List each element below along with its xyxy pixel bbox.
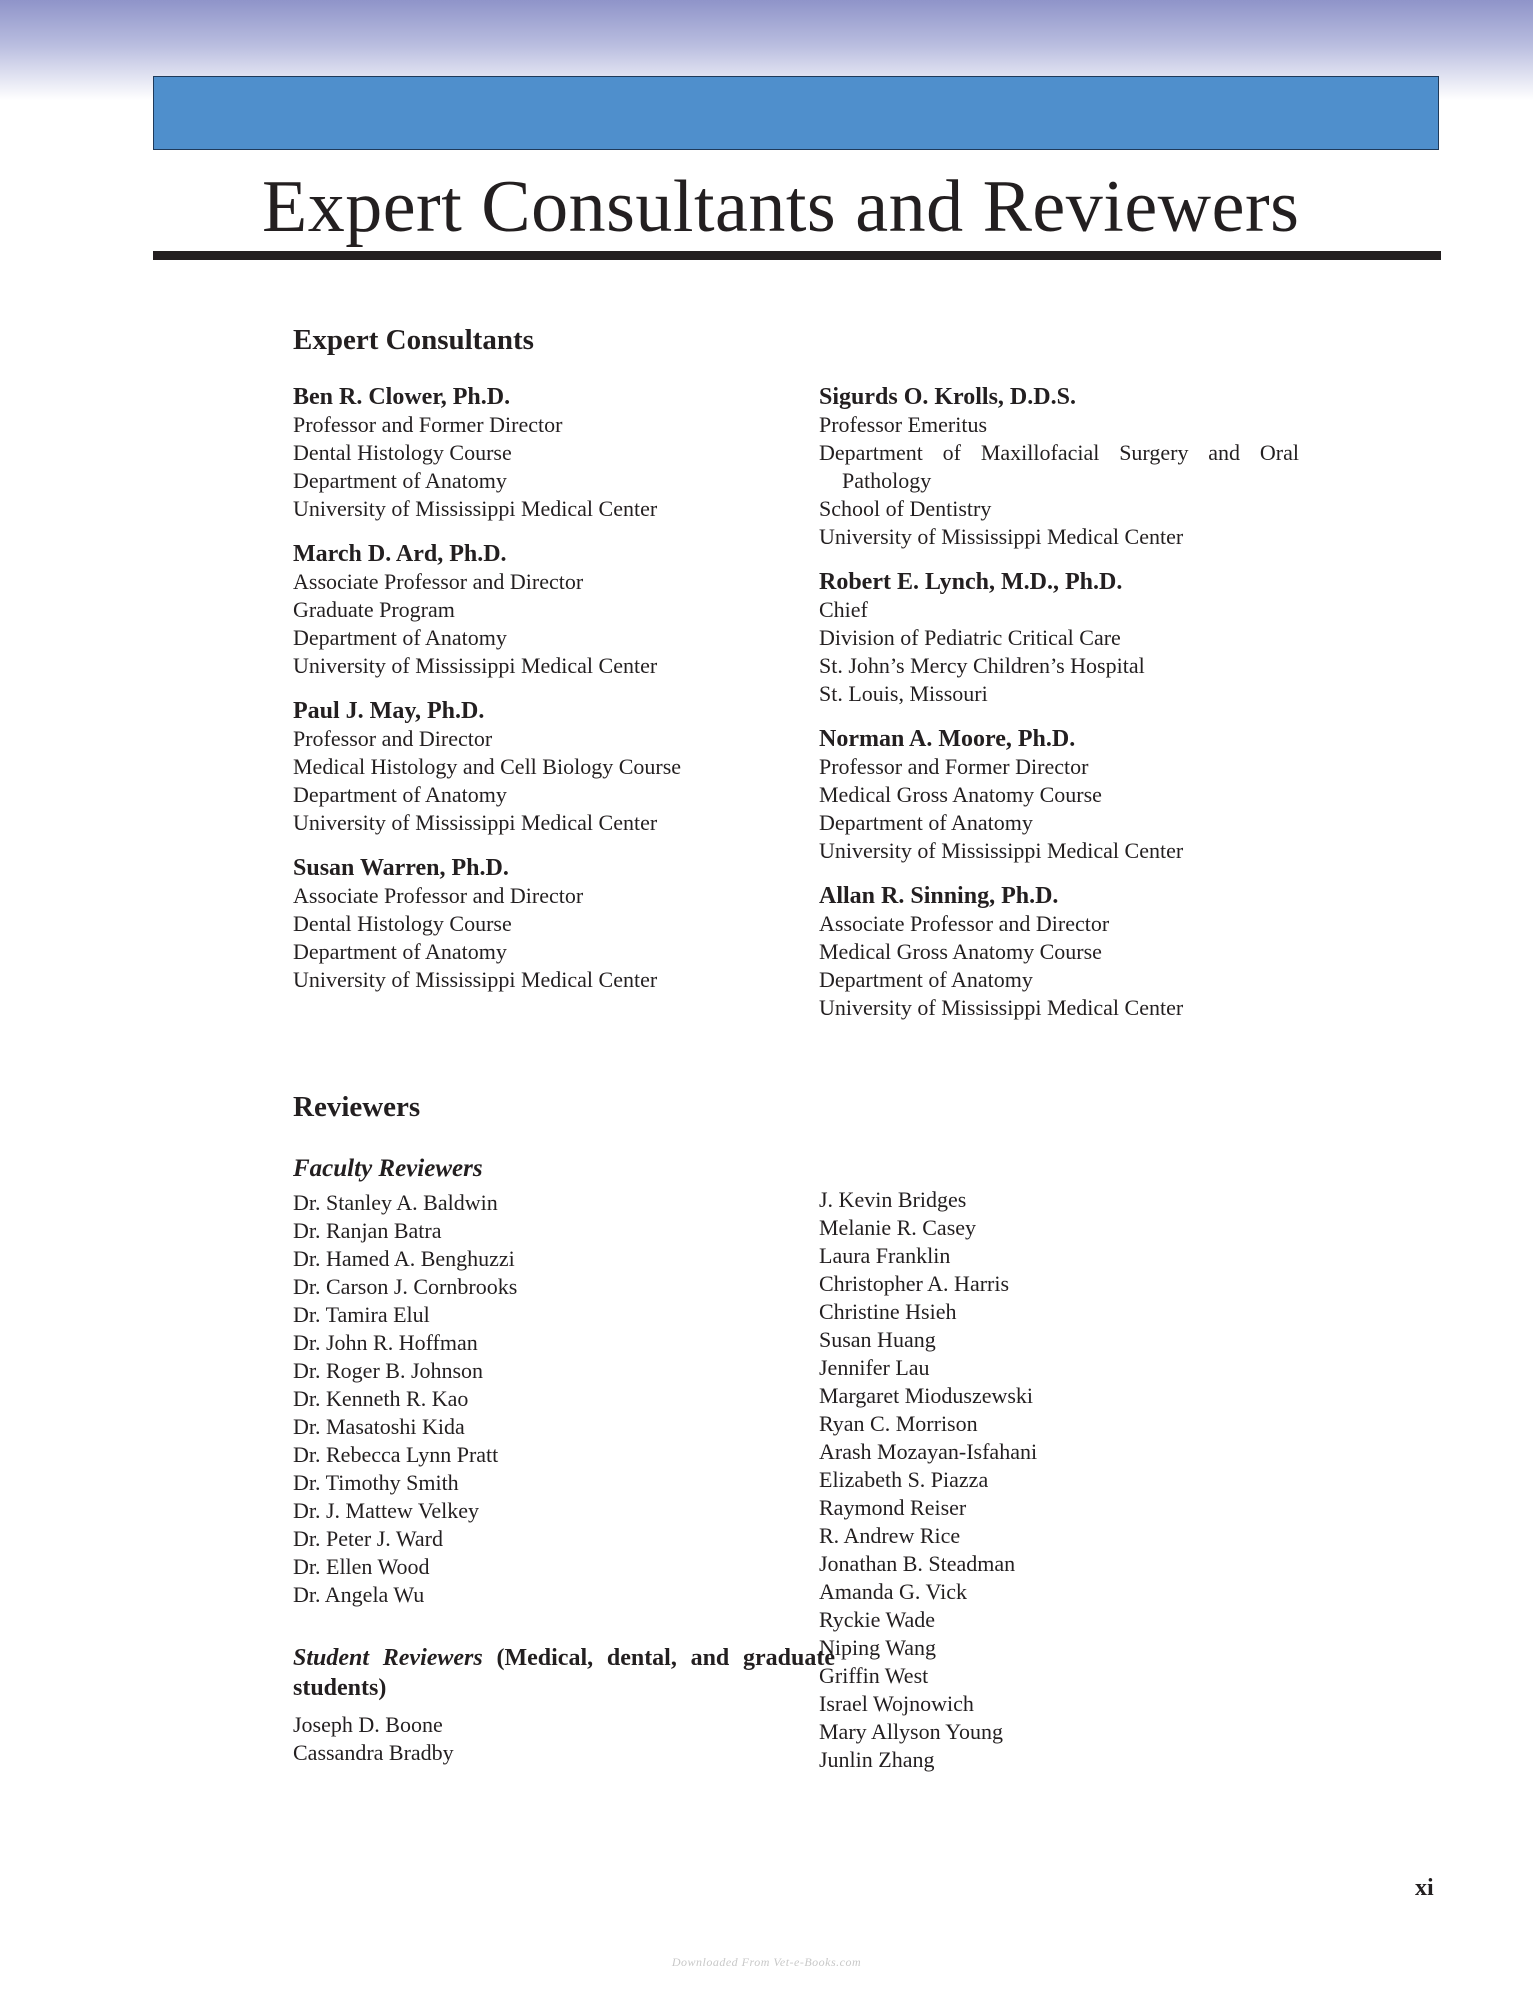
consultants-left-column (293, 383, 793, 1011)
reviewer-name: Cassandra Bradby (293, 1740, 454, 1765)
student-reviewers-list-right (819, 1186, 1319, 1774)
reviewer-name: J. Kevin Bridges (819, 1187, 967, 1212)
reviewer-name: Dr. Rebecca Lynn Pratt (293, 1442, 499, 1467)
consultant-affiliation-line: Associate Professor and Director (293, 569, 584, 594)
reviewer-name: Joseph D. Boone (293, 1712, 443, 1737)
student-reviewers-column (293, 1643, 853, 1767)
reviewer-name: Dr. John R. Hoffman (293, 1330, 478, 1355)
reviewer-name: Dr. Masatoshi Kida (293, 1414, 465, 1439)
faculty-reviewers-heading: Faculty Reviewers (293, 1155, 483, 1182)
reviewer-name: Dr. Ranjan Batra (293, 1218, 442, 1243)
consultant-name: Sigurds O. Krolls, D.D.S. (819, 384, 1076, 410)
consultant-affiliation-line: Professor Emeritus (819, 412, 988, 437)
page-title: Expert Consultants and Reviewers (262, 166, 1300, 248)
consultant-affiliation-line: University of Mississippi Medical Center (819, 524, 1184, 549)
consultant-affiliation-line: University of Mississippi Medical Center (293, 496, 658, 521)
consultant-affiliation-line: Department of Maxillofacial Surgery and Oral (819, 440, 1299, 465)
consultant-affiliation-line: Medical Histology and Cell Biology Course (293, 754, 682, 779)
watermark: Downloaded From Vet-e-Books.com (671, 1955, 862, 1969)
reviewer-name: Dr. Peter J. Ward (293, 1526, 443, 1551)
student-reviewers-heading-rest: (Medical, dental, and graduate students) (293, 1645, 836, 1701)
reviewer-name: Arash Mozayan-Isfahani (819, 1439, 1038, 1464)
consultant-entry (819, 882, 1339, 1022)
reviewer-name: Dr. Hamed A. Benghuzzi (293, 1246, 515, 1271)
consultant-affiliation-line: Department of Anatomy (293, 468, 507, 493)
consultant-affiliation-line: Associate Professor and Director (293, 883, 584, 908)
reviewer-name: Junlin Zhang (819, 1747, 935, 1772)
consultants-right-column (819, 383, 1339, 1039)
consultant-entry (293, 540, 793, 680)
consultant-affiliation-line: University of Mississippi Medical Center (819, 838, 1184, 863)
consultant-affiliation-line: Graduate Program (293, 597, 455, 622)
reviewer-name: R. Andrew Rice (819, 1523, 961, 1548)
consultant-affiliation-line: University of Mississippi Medical Center (819, 995, 1184, 1020)
consultant-name: Susan Warren, Ph.D. (293, 855, 509, 881)
expert-consultants-heading: Expert Consultants (293, 324, 534, 356)
student-reviewers-heading (293, 1643, 835, 1703)
reviewer-name: Melanie R. Casey (819, 1215, 977, 1240)
reviewer-name: Ryckie Wade (819, 1607, 936, 1632)
reviewer-name: Raymond Reiser (819, 1495, 967, 1520)
consultant-name: March D. Ard, Ph.D. (293, 541, 507, 567)
reviewer-name: Mary Allyson Young (819, 1719, 1003, 1744)
reviewers-heading: Reviewers (293, 1091, 421, 1123)
consultant-name: Paul J. May, Ph.D. (293, 698, 485, 724)
consultant-affiliation-line: Department of Anatomy (293, 782, 507, 807)
consultant-affiliation-line: St. Louis, Missouri (819, 681, 988, 706)
reviewer-name: Israel Wojnowich (819, 1691, 974, 1716)
student-reviewers-heading-italic: Student Reviewers (293, 1645, 483, 1671)
reviewer-name: Jonathan B. Steadman (819, 1551, 1016, 1576)
consultant-entry (819, 383, 1339, 551)
faculty-reviewers-column (293, 1154, 793, 1609)
consultant-entry (293, 854, 793, 994)
reviewer-name: Margaret Mioduszewski (819, 1383, 1034, 1408)
reviewer-name: Dr. Tamira Elul (293, 1302, 430, 1327)
consultant-affiliation-line: Associate Professor and Director (819, 911, 1110, 936)
consultant-entry (819, 568, 1339, 708)
page-number: xi (1415, 1875, 1434, 1901)
consultant-affiliation-line: Division of Pediatric Critical Care (819, 625, 1121, 650)
consultant-affiliation-line: Dental Histology Course (293, 440, 512, 465)
reviewer-name: Amanda G. Vick (819, 1579, 967, 1604)
consultant-name: Allan R. Sinning, Ph.D. (819, 883, 1059, 909)
consultant-name: Ben R. Clower, Ph.D. (293, 384, 511, 410)
consultant-affiliation-line: University of Mississippi Medical Center (293, 653, 658, 678)
consultant-entry (293, 697, 793, 837)
consultant-affiliation-line: Chief (819, 597, 868, 622)
consultant-affiliation-line: Department of Anatomy (293, 939, 507, 964)
consultant-affiliation-line: Professor and Former Director (819, 754, 1089, 779)
consultant-affiliation-line: Department of Anatomy (819, 967, 1033, 992)
reviewer-name: Dr. Ellen Wood (293, 1554, 430, 1579)
faculty-reviewers-list (293, 1189, 793, 1609)
consultant-affiliation-line: Professor and Former Director (293, 412, 563, 437)
reviewer-name: Griffin West (819, 1663, 929, 1688)
reviewer-name: Jennifer Lau (819, 1355, 930, 1380)
title-rule (153, 251, 1441, 260)
reviewer-name: Elizabeth S. Piazza (819, 1467, 989, 1492)
consultant-affiliation-line: School of Dentistry (819, 496, 992, 521)
reviewer-name: Dr. J. Mattew Velkey (293, 1498, 479, 1523)
consultant-affiliation-line: University of Mississippi Medical Center (293, 967, 658, 992)
consultant-affiliation-line: University of Mississippi Medical Center (293, 810, 658, 835)
consultant-affiliation-line: Pathology (842, 468, 932, 493)
reviewer-name: Dr. Stanley A. Baldwin (293, 1190, 498, 1215)
consultant-affiliation-line: Dental Histology Course (293, 911, 512, 936)
reviewer-name: Dr. Timothy Smith (293, 1470, 459, 1495)
consultant-entry (819, 725, 1339, 865)
header-band (153, 76, 1439, 150)
consultant-name: Robert E. Lynch, M.D., Ph.D. (819, 569, 1123, 595)
consultant-entry (293, 383, 793, 523)
reviewer-name: Christopher A. Harris (819, 1271, 1010, 1296)
reviewer-name: Ryan C. Morrison (819, 1411, 978, 1436)
reviewer-name: Dr. Angela Wu (293, 1582, 425, 1607)
reviewer-name: Christine Hsieh (819, 1299, 957, 1324)
consultant-affiliation-line: Medical Gross Anatomy Course (819, 939, 1102, 964)
reviewer-name: Dr. Kenneth R. Kao (293, 1386, 469, 1411)
reviewer-name: Dr. Roger B. Johnson (293, 1358, 484, 1383)
consultant-affiliation-line: St. John’s Mercy Children’s Hospital (819, 653, 1145, 678)
reviewer-name: Susan Huang (819, 1327, 936, 1352)
consultant-affiliation-line: Department of Anatomy (819, 810, 1033, 835)
consultant-affiliation-line: Professor and Director (293, 726, 493, 751)
consultant-name: Norman A. Moore, Ph.D. (819, 726, 1076, 752)
reviewer-name: Niping Wang (819, 1635, 936, 1660)
consultant-affiliation-line: Department of Anatomy (293, 625, 507, 650)
student-reviewers-list-left (293, 1711, 853, 1767)
reviewer-name: Laura Franklin (819, 1243, 951, 1268)
reviewer-name: Dr. Carson J. Cornbrooks (293, 1274, 518, 1299)
consultant-affiliation-line: Medical Gross Anatomy Course (819, 782, 1102, 807)
